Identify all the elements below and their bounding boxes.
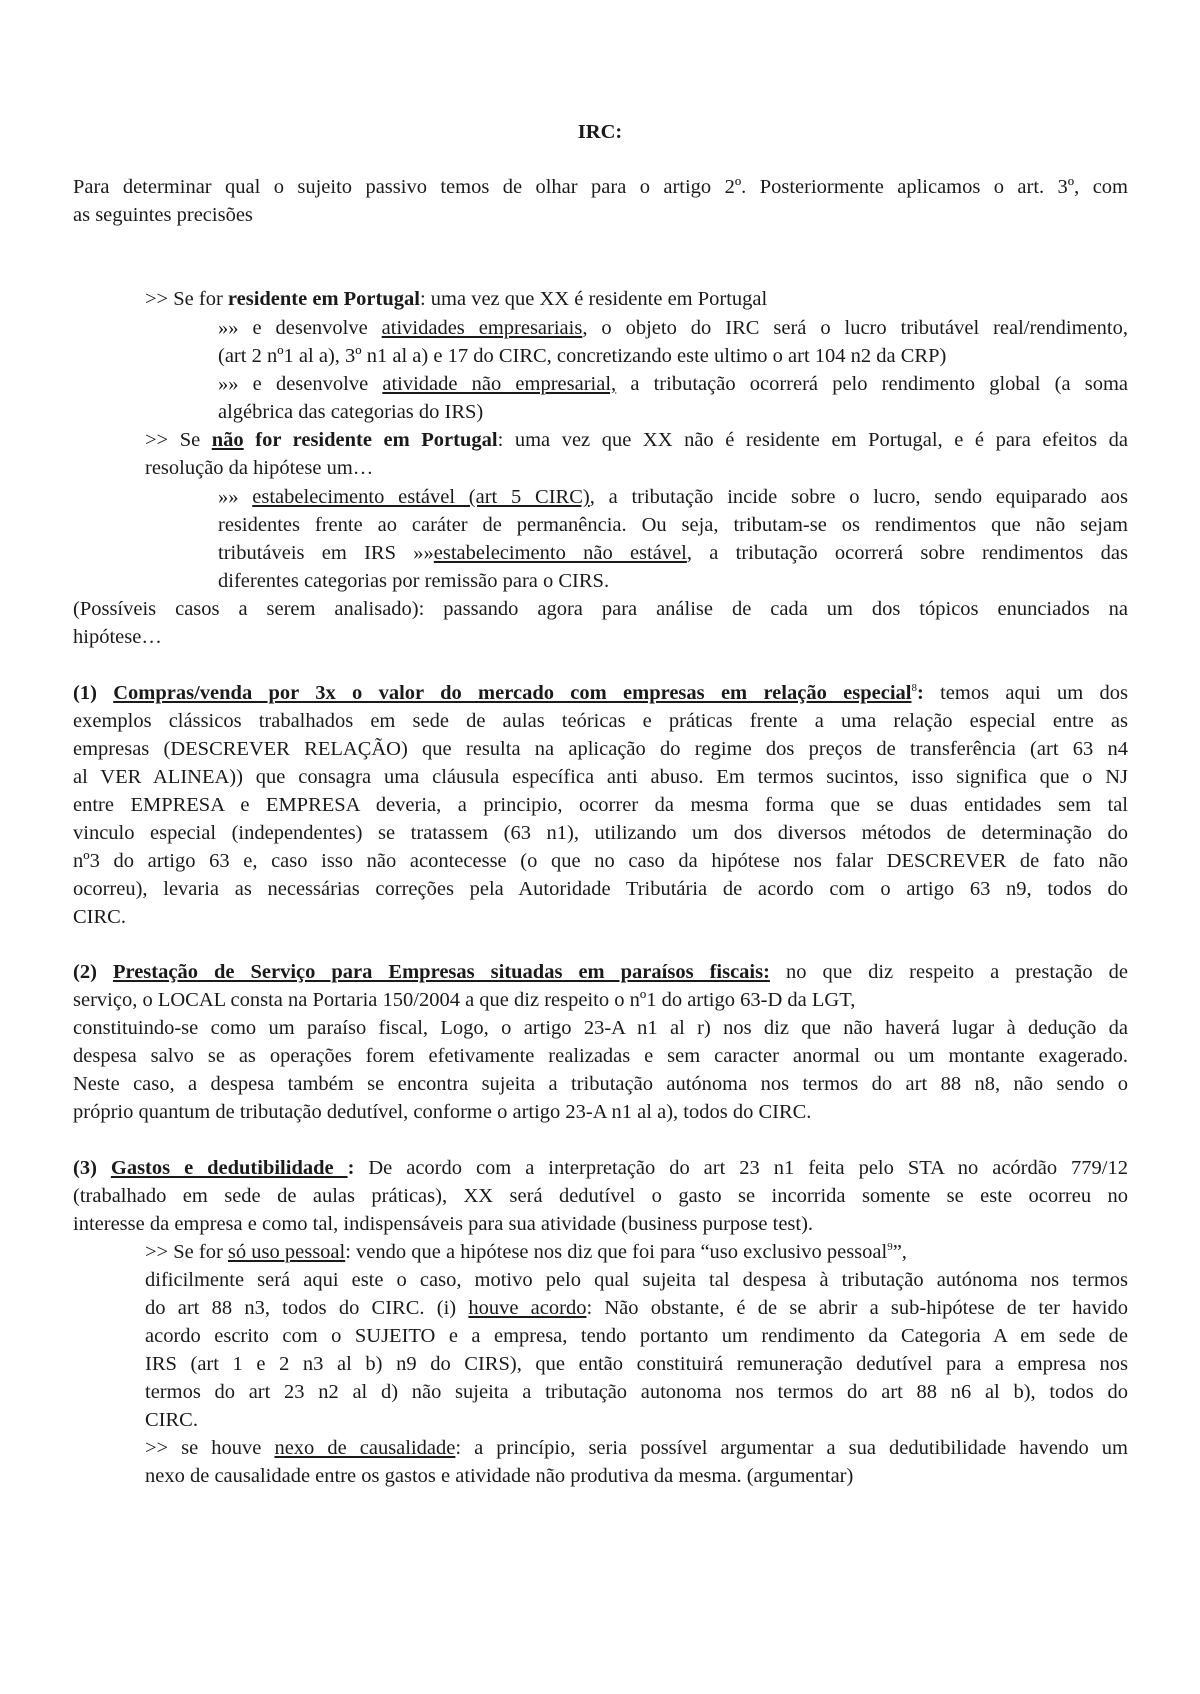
- page-title: IRC:: [577, 121, 623, 143]
- text-line: (trabalhado em sede de aulas práticas), XX será dedutível o gasto se incorrida somente se este ocorreu no: [73, 1185, 1128, 1207]
- text-line: próprio quantum de tributação dedutível, conforme o artigo 23-A n1 al a), todos do CIRC.: [73, 1101, 812, 1123]
- sub-bullet-nao-estavel: tributáveis em IRS »»estabelecimento não estável, a tributação ocorrerá sobre rendimentos das: [218, 542, 1128, 564]
- text-line: CIRC.: [73, 906, 126, 928]
- text-line: interesse da empresa e como tal, indispensáveis para sua atividade (business purpose test).: [73, 1213, 814, 1235]
- text-line: resolução da hipótese um…: [145, 457, 374, 479]
- text-line: constituindo-se como um paraíso fiscal, Logo, o artigo 23-A n1 al r) nos diz que não haverá lugar à dedução da: [73, 1017, 1128, 1039]
- sub-bullet-estavel: »» estabelecimento estável (art 5 CIRC), a tributação incide sobre o lucro, sendo equiparado aos: [218, 486, 1129, 508]
- bullet-nexo-causalidade: >> se houve nexo de causalidade: a princípio, seria possível argumentar a sua dedutibilidade havendo um: [145, 1437, 1129, 1459]
- sub-bullet-empresarial: »» e desenvolve atividades empresariais, o objeto do IRC será o lucro tributável real/rendimento,: [218, 317, 1128, 339]
- text-line: (art 2 nº1 al a), 3º n1 al a) e 17 do CIRC, concretizando este ultimo o art 104 n2 da CRP): [218, 345, 947, 367]
- section-2-heading: (2) Prestação de Serviço para Empresas situadas em paraísos fiscais: no que diz respeito a prestação de: [73, 961, 1128, 983]
- text-line: dificilmente será aqui este o caso, motivo pelo qual sujeita tal despesa à tributação autónoma nos termos: [145, 1269, 1128, 1291]
- text-line: Neste caso, a despesa também se encontra sujeita a tributação autónoma nos termos do art 88 n8, não sendo o: [73, 1073, 1128, 1095]
- text-line: exemplos clássicos trabalhados em sede de aulas teóricas e práticas frente a uma relação especial entre as: [73, 710, 1128, 732]
- text-line: empresas (DESCREVER RELAÇÃO) que resulta na aplicação do regime dos preços de transferência (art 63 n4: [73, 738, 1128, 760]
- text-line: residentes frente ao caráter de permanência. Ou seja, tributam-se os rendimentos que não sejam: [218, 514, 1128, 536]
- text-line: vinculo especial (independentes) se tratassem (63 n1), utilizando um dos diversos métodos de determinação do: [73, 822, 1128, 844]
- sub-bullet-nao-empresarial: »» e desenvolve atividade não empresarial, a tributação ocorrerá pelo rendimento global (a soma: [218, 373, 1128, 395]
- intro-line: Para determinar qual o sujeito passivo temos de olhar para o artigo 2º. Posteriormente aplicamos o art. 3º, com: [73, 176, 1128, 198]
- text-line: (Possíveis casos a serem analisado): passando agora para análise de cada um dos tópicos enunciados na: [73, 598, 1128, 620]
- text-line: do art 88 n3, todos do CIRC. (i) houve acordo: Não obstante, é de se abrir a sub-hipótese de ter havido: [145, 1297, 1128, 1319]
- text-line: nexo de causalidade entre os gastos e atividade não produtiva da mesma. (argumentar): [145, 1465, 854, 1487]
- section-1-heading: (1) Compras/venda por 3x o valor do mercado com empresas em relação especial$^8$: temos aqui um dos: [73, 682, 1129, 704]
- text-line: nº3 do artigo 63 e, caso isso não acontecesse (o que no caso da hipótese nos falar DESCREVER de fato não: [73, 850, 1128, 872]
- bullet-uso-pessoal: >> Se for só uso pessoal: vendo que a hipótese nos diz que foi para “uso exclusivo pessoal$^9$”,: [145, 1241, 907, 1263]
- text-line: acordo escrito com o SUJEITO e a empresa, tendo portanto um rendimento da Categoria A em sede de: [145, 1325, 1128, 1347]
- text-line: serviço, o LOCAL consta na Portaria 150/2004 a que diz respeito o nº1 do artigo 63-D da LGT,: [73, 989, 856, 1011]
- text-line: termos do art 23 n2 al d) não sujeita a tributação autonoma nos termos do art 88 n6 al b), todos do: [145, 1381, 1128, 1403]
- text-line: diferentes categorias por remissão para o CIRS.: [218, 570, 610, 592]
- bullet-residente: >> Se for residente em Portugal: uma vez que XX é residente em Portugal: [145, 288, 768, 310]
- text-line: CIRC.: [145, 1409, 198, 1431]
- text-line: entre EMPRESA e EMPRESA deveria, a principio, ocorrer da mesma forma que se duas entidades sem tal: [73, 794, 1128, 816]
- text-line: despesa salvo se as operações forem efetivamente realizadas e sem caracter anormal ou um montante exagerado.: [73, 1045, 1128, 1067]
- intro-line: as seguintes precisões: [73, 204, 253, 226]
- text-line: al VER ALINEA)) que consagra uma cláusula específica anti abuso. Em termos sucintos, isso significa que o NJ: [73, 766, 1128, 788]
- section-3-heading: (3) Gastos e dedutibilidade : De acordo com a interpretação do art 23 n1 feita pelo STA no acórdão 779/12: [73, 1157, 1128, 1179]
- text-line: IRS (art 1 e 2 n3 al b) n9 do CIRS), que então constituirá remuneração dedutível para a empresa nos: [145, 1353, 1128, 1375]
- text-line: algébrica das categorias do IRS): [218, 401, 484, 423]
- bullet-nao-residente: >> Se não for residente em Portugal: uma vez que XX não é residente em Portugal, e é para efeitos da: [145, 429, 1128, 451]
- text-line: ocorreu), levaria as necessárias correções pela Autoridade Tributária de acordo com o artigo 63 n9, todos do: [73, 878, 1128, 900]
- text-line: hipótese…: [73, 626, 162, 648]
